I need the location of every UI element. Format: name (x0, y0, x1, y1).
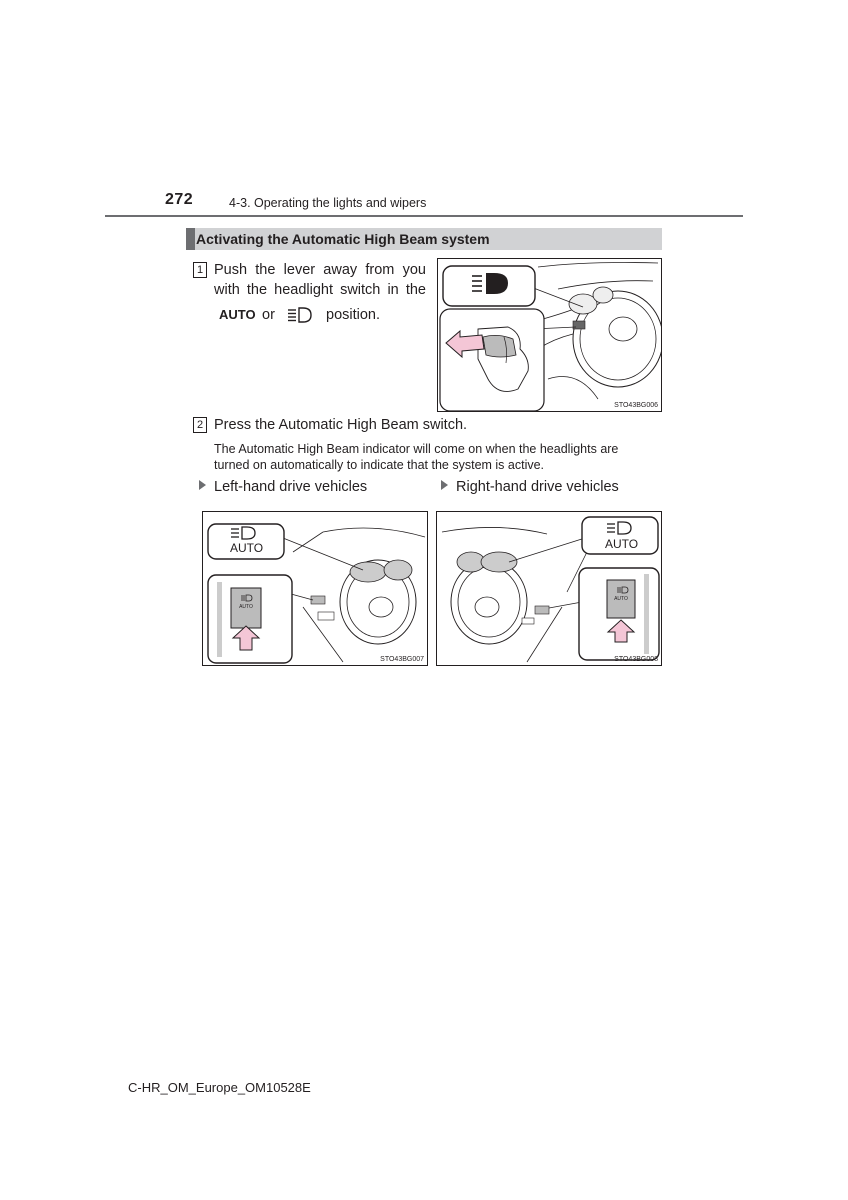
step-1-or-label: or (262, 307, 275, 323)
step-1-position-label: position. (326, 307, 381, 323)
step-2-note-line1: The Automatic High Beam indicator will come on when the headlights are (214, 442, 619, 456)
svg-text:AUTO: AUTO (614, 596, 628, 602)
caption-left-hand-drive: Left-hand drive vehicles (199, 479, 367, 495)
right-hand-drive-figure (436, 511, 662, 666)
triangle-bullet-icon (441, 480, 448, 490)
step-1-auto-label: AUTO (219, 307, 256, 322)
auto-badge: AUTO (605, 537, 639, 551)
auto-badge: AUTO (230, 541, 264, 555)
document-id: C-HR_OM_Europe_OM10528E (128, 1080, 311, 1095)
step-2-note-line2: turned on automatically to indicate that the system is active. (214, 458, 545, 472)
step-1-text-line2: with the headlight switch in the (214, 282, 426, 298)
lever-figure (437, 258, 662, 412)
figure-code: STO43BG007 (380, 656, 424, 663)
figure-code: STO43BG008 (614, 656, 658, 663)
section-title: 4-3. Operating the lights and wipers (229, 196, 427, 210)
step-1-text-line1: Push the lever away from you (214, 262, 426, 278)
page-number: 272 (165, 191, 194, 208)
left-hand-drive-figure (202, 511, 428, 666)
figure-code: STO43BG006 (614, 402, 658, 409)
step-2-number: 2 (193, 417, 207, 433)
headlight-icon (287, 307, 313, 328)
svg-text:AUTO: AUTO (239, 604, 253, 610)
step-2-text: Press the Automatic High Beam switch. (214, 417, 468, 433)
caption-right-hand-drive: Right-hand drive vehicles (441, 479, 619, 495)
section-heading: Activating the Automatic High Beam system (196, 231, 490, 247)
triangle-bullet-icon (199, 480, 206, 490)
step-1-number: 1 (193, 262, 207, 278)
header-rule (105, 215, 743, 217)
